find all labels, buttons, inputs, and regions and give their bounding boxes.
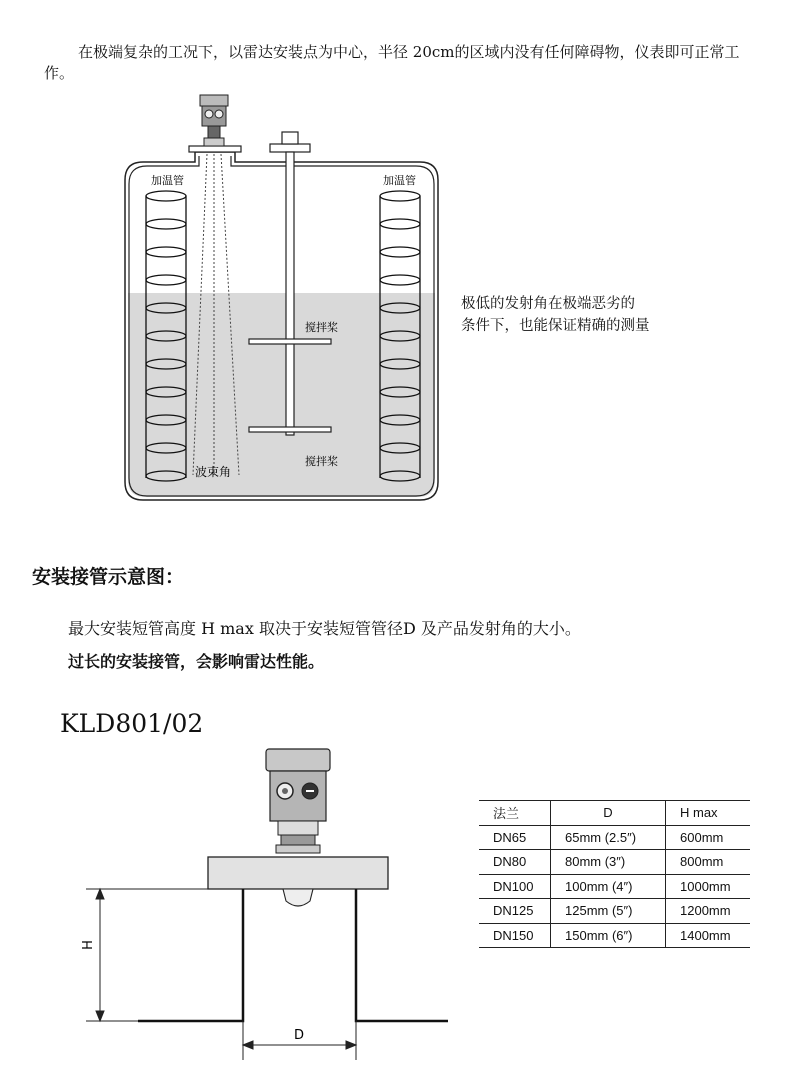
intro-text: 在极端复杂的工况下，以雷达安装点为中心，半径 20cm的区域内没有任何障碍物，仪表即可正常工作。 <box>44 43 740 82</box>
table-row <box>479 899 750 924</box>
cell-flange: DN65 <box>479 825 551 850</box>
table-row <box>479 923 750 948</box>
tank-note-line1: 极低的发射角在极端恶劣的 <box>461 296 635 312</box>
table-row <box>479 850 750 875</box>
model-name: KLD801/02 <box>60 709 204 738</box>
cell-hmax: 1200mm <box>666 899 751 924</box>
cell-flange: DN125 <box>479 899 551 924</box>
tank-note-line2: 条件下，也能保证精确的测量 <box>461 318 650 334</box>
cell-flange: DN150 <box>479 923 551 948</box>
beam-label: 波束角 <box>195 465 232 479</box>
nozzle-walls <box>138 889 448 1021</box>
nozzle-diagram <box>78 745 448 1065</box>
agitator-label-top: 搅拌桨 <box>305 321 338 334</box>
agitator-label-bottom: 搅拌桨 <box>305 455 338 468</box>
heater-label-left: 加温管 <box>151 174 184 187</box>
spec-table <box>479 800 750 948</box>
section-warning: 过长的安装接管，会影响雷达性能。 <box>68 652 325 671</box>
section-heading: 安装接管示意图： <box>32 566 185 588</box>
table-header-row <box>479 801 750 826</box>
cell-hmax: 1000mm <box>666 874 751 899</box>
cell-hmax: 600mm <box>666 825 751 850</box>
table-row <box>479 874 750 899</box>
header-hmax: H max <box>666 801 751 826</box>
cell-flange: DN100 <box>479 874 551 899</box>
cell-diameter: 150mm (6″) <box>551 923 666 948</box>
table-row <box>479 825 750 850</box>
cell-diameter: 80mm (3″) <box>551 850 666 875</box>
cell-diameter: 100mm (4″) <box>551 874 666 899</box>
radar-icon <box>200 95 228 146</box>
cell-diameter: 65mm (2.5″) <box>551 825 666 850</box>
section-description: 最大安装短管高度 H max 取决于安装短管管径D 及产品发射角的大小。 <box>68 619 581 638</box>
radar-flange <box>189 146 241 152</box>
antenna-icon <box>283 889 313 906</box>
h-label: H <box>81 940 96 950</box>
cell-hmax: 800mm <box>666 850 751 875</box>
cell-hmax: 1400mm <box>666 923 751 948</box>
cell-diameter: 125mm (5″) <box>551 899 666 924</box>
tank-diagram <box>115 92 450 507</box>
d-label: D <box>293 1028 305 1043</box>
h-dimension <box>86 889 208 1021</box>
flange <box>208 857 388 889</box>
heater-label-right: 加温管 <box>383 174 416 187</box>
cell-flange: DN80 <box>479 850 551 875</box>
tank-note <box>461 293 711 337</box>
header-diameter: D <box>551 801 666 826</box>
header-flange: 法兰 <box>479 801 551 826</box>
radar-device-icon <box>266 749 330 853</box>
intro-paragraph <box>44 42 764 84</box>
